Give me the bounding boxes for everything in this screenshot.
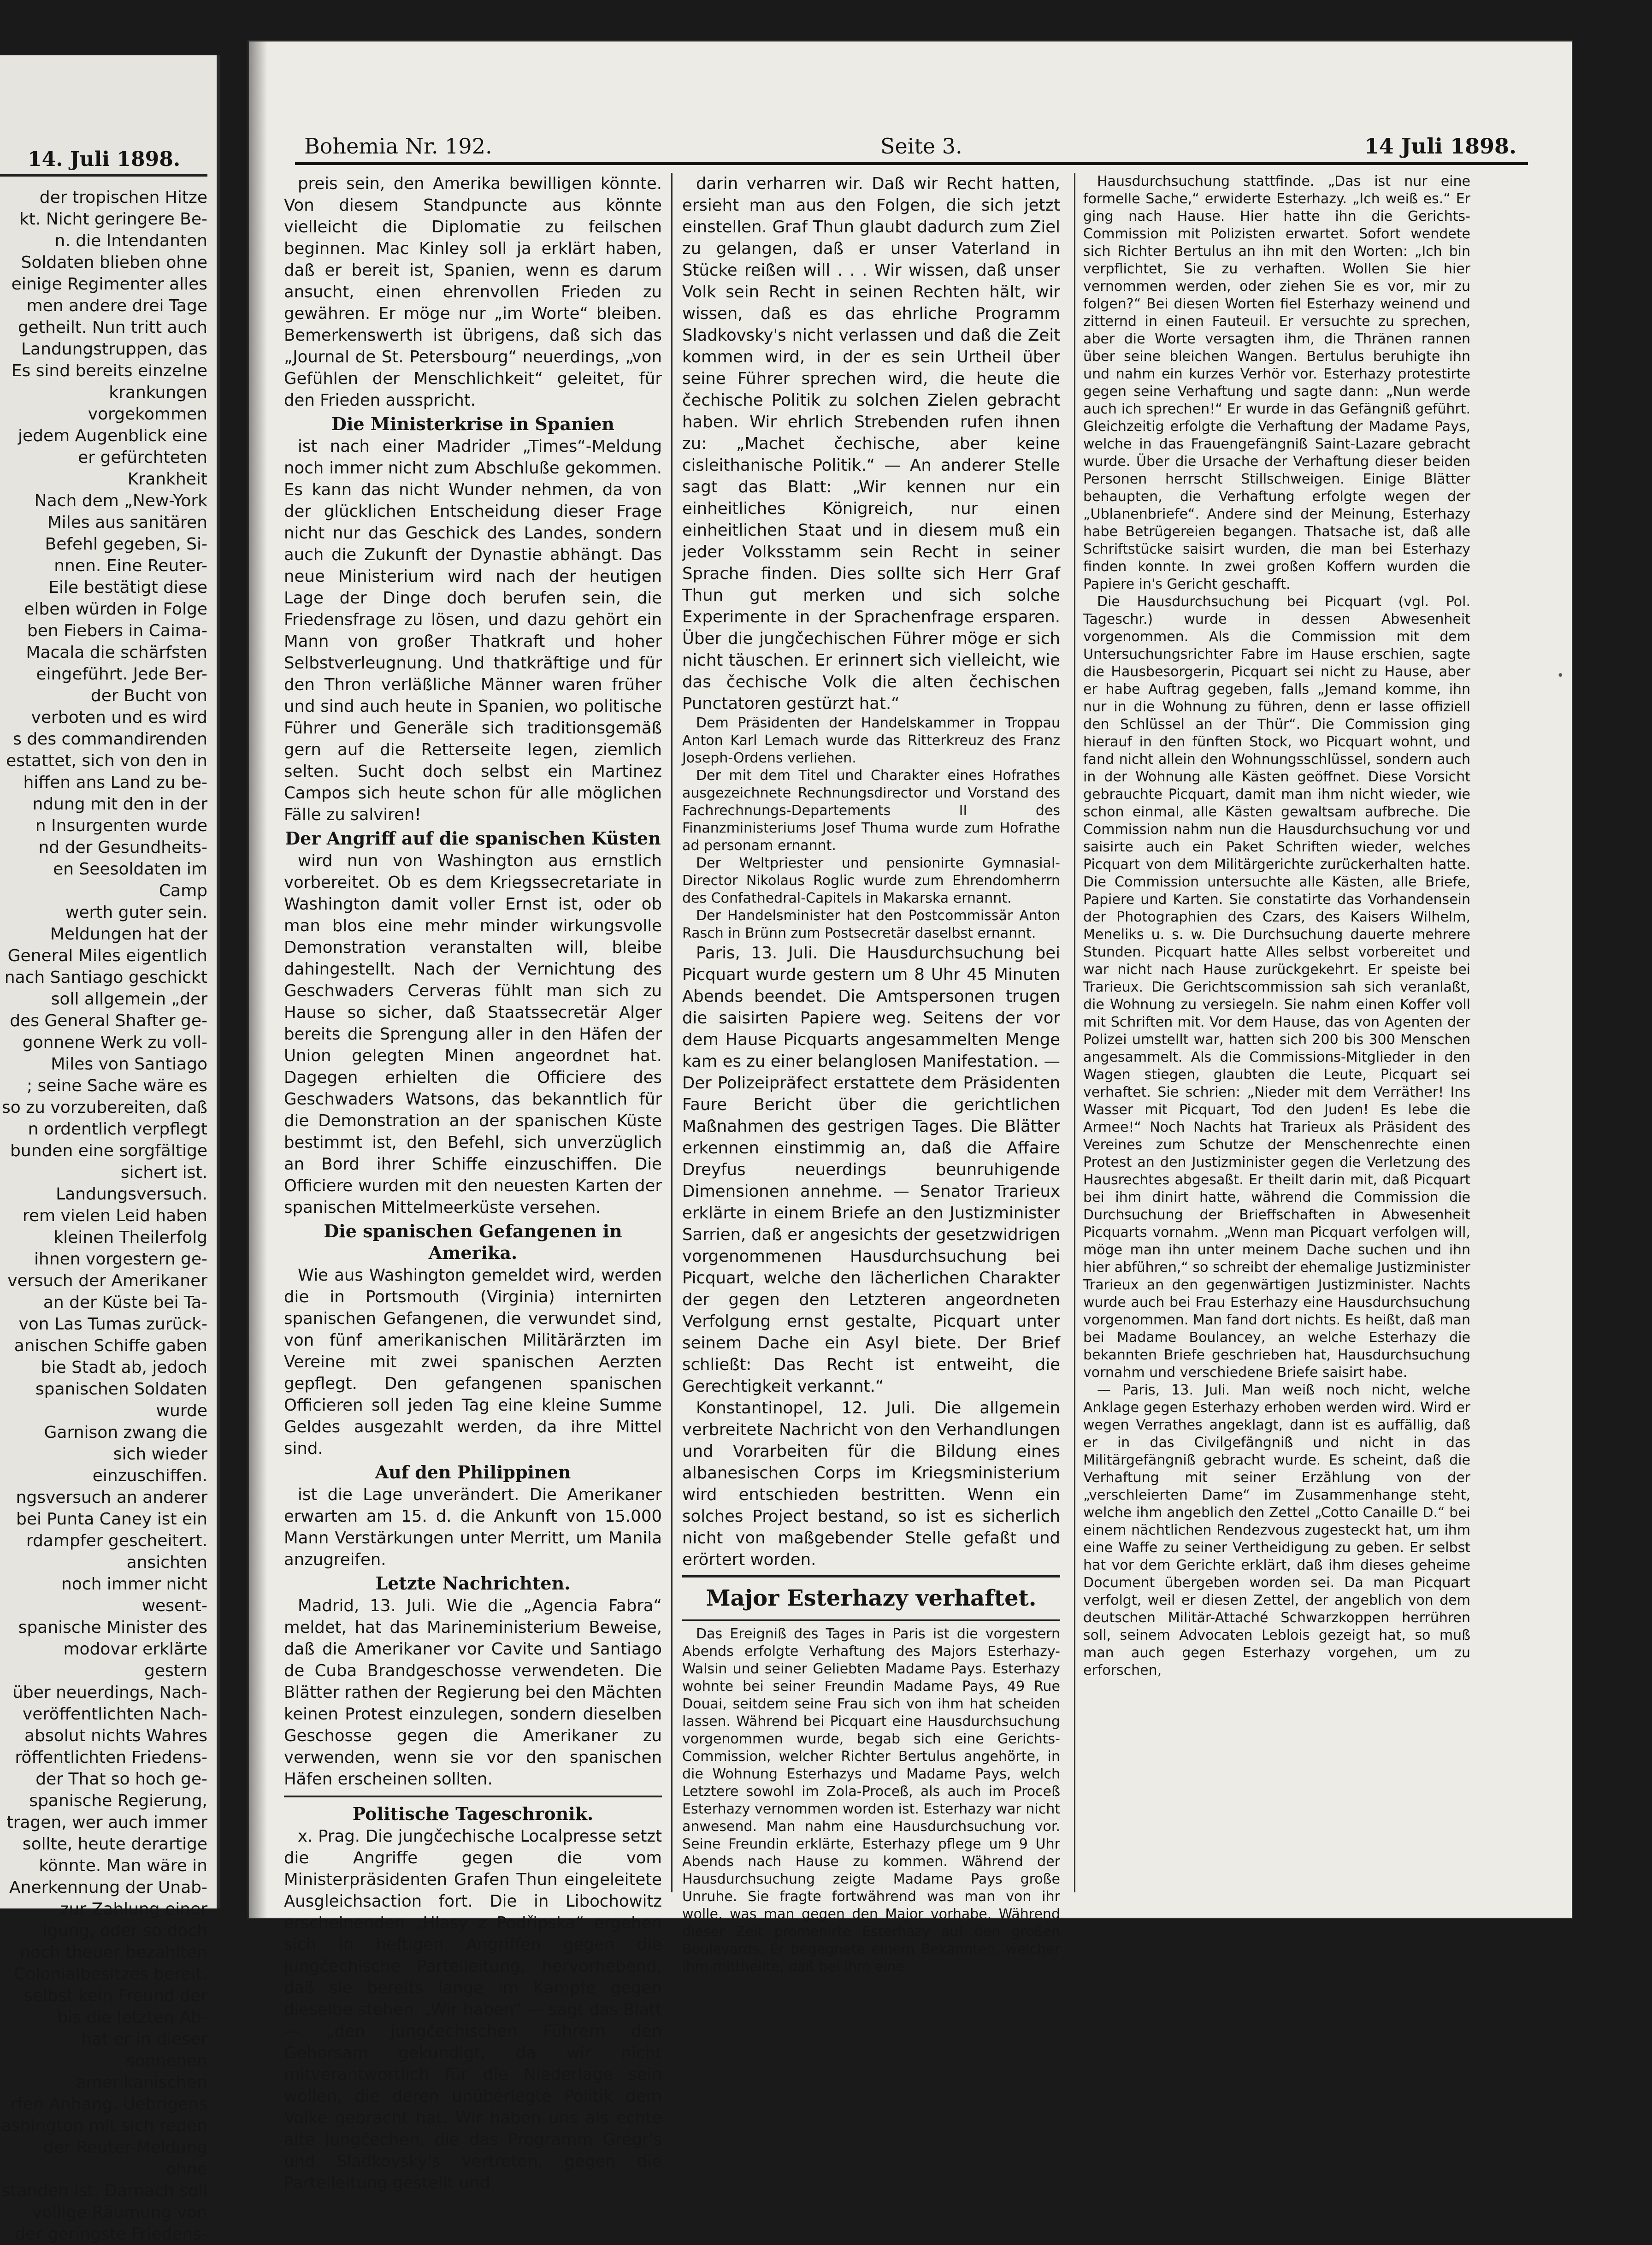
section-heading: Letzte Nachrichten.	[375, 1573, 571, 1594]
previous-page-rule	[0, 174, 207, 177]
news-item: Der Handelsminister hat den Postcommissär Anton Rasch in Brünn zum Postsecretär daselbst ernannt.	[682, 908, 1060, 941]
previous-page-text: der tropischen Hitze kt. Nicht geringere Be- n. die Intendanten Soldaten blieben ohne einige Regimenter alles men andere drei Tage getheilt. Nun tritt auch Landungstruppen, das Es sind bereits einzelne krankungen vorgekommen jedem Augenblick eine er gefürchteten Krankheit Nach dem „New-York Miles aus sanitären Befehl gegeben, Si- nnen. Eine Reuter- Eile bestätigt diese elben würden in Folge ben Fiebers in Caima- Macala die schärfsten eingeführt. Jede Ber- der Bucht von verboten und es wird s des commandirenden estattet, sich von den in hiffen ans Land zu be- ndung mit den in der n Insurgenten wurde nd der Gesundheits- en Seesoldaten im Camp werth guter sein. Meldungen hat der General Miles eigentlich nach Santiago geschickt soll allgemein „der des General Shafter ge- gonnene Werk zu voll- Miles von Santiago ; seine Sache wäre es so zu vorzubereiten, daß n ordentlich verpflegt bunden eine sorgfältige sichert ist. Landungsversuch. rem vielen Leid haben kleinen Theilerfolg ihnen vorgestern ge- versuch der Amerikaner an der Küste bei Ta- von Las Tumas zurück- anischen Schiffe gaben bie Stadt ab, jedoch spanischen Soldaten wurde Garnison zwang die sich wieder einzuschiffen. ngsversuch an anderer bei Punta Caney ist ein rdampfer gescheitert. ansichten noch immer nicht wesent- spanische Minister des modovar erklärte gestern über neuerdings, Nach- veröffentlichten Nach- absolut nichts Wahres röffentlichten Friedens- der That so hoch ge- spanische Regierung, tragen, wer auch immer sollte, heute derartige könnte. Man wäre in Anerkennung der Unab- zur Zahlung einer igung, oder so doch noch theuer bezahlten Colonialbesitzes bereit. selbst kein Freund der bis die letzten Ab- hat er in dieser sonnenen amerikanischen rfen Anhang. Uebrigens ashington mit sich reden der Reuter-Meldung ohne standen ist. Darnach soll vollige Räumung von der geringste Friedens-	[1, 188, 207, 2244]
previous-page-strip	[0, 55, 220, 2244]
article-paragraph: — Paris, 13. Juli. Man weiß noch nicht, welche Anklage gegen Esterhazy erhoben werden wird. Wird er wegen Verrathes angeklagt, dann ist es auffällig, daß er in das Civilgefängniß und nicht in das Militärgefängniß gebracht wurde. Es scheint, daß die Verhaftung mit seiner Erzählung von der „verschleierten Dame“ im Zusammenhange steht, welche ihm angeblich den Zettel „Cotto Canaille D.“ bei einem nächtlichen Rendezvous zugesteckt hat, um ihm eine Waffe zu seiner Vertheidigung zu geben. Er selbst hat vor dem Gerichte erklärt, daß ihm dieses geheime Document übergeben worden sei. Da man Picquart verfolgt, weil er diesen Zettel, der angeblich von dem deutschen Militär-Attaché Schwarzkoppen herrühren soll, seinem Advocaten Leblois gezeigt hat, so muß man auch gegen Esterhazy vorgehen, um zu erforschen,	[1083, 1382, 1470, 1678]
column-divider	[1074, 173, 1075, 1892]
masthead-issue: Bohemia Nr. 192.	[304, 134, 492, 159]
previous-page-date: 14. Juli 1898.	[28, 148, 181, 171]
column-3	[1083, 173, 1470, 1892]
column-divider	[671, 173, 673, 1892]
page-number: Seite 3.	[880, 134, 962, 159]
section-rule	[284, 1796, 662, 1797]
news-item: Der mit dem Titel und Charakter eines Hofrathes ausgezeichnete Rechnungsdirector und Vorstand des Fachrechnungs-Departements II des Finanzministeriums Josef Thuma wurde zum Hofrathe ad personam ernannt.	[682, 768, 1060, 854]
article-paragraph: Das Ereigniß des Tages in Paris ist die vorgestern Abends erfolgte Verhaftung des Majors Esterhazy-Walsin und seiner Geliebten Madame Pays. Esterhazy wohnte bei seiner Freundin Madame Pays, 49 Rue Douai, seitdem seine Frau sich von ihm hat scheiden lassen. Während bei Picquart eine Hausdurchsuchung vorgenommen wurde, begab sich eine Gerichts-Commission, welcher Richter Bertulus angehörte, in die Wohnung Esterhazys und Madame Pays, welch Letztere sowohl im Zola-Proceß, als auch im Proceß Esterhazy vernommen worden ist. Esterhazy war nicht anwesend. Man nahm eine Hausdurchsuchung vor. Seine Freundin erklärte, Esterhazy pflege um 9 Uhr Abends nach Hause zu kommen. Während der Hausdurchsuchung zeigte Madame Pays große Unruhe. Sie fragte fortwährend was man von ihr wolle, was man gegen den Major vorhabe. Während dieser Zeit promenirte Esterhazy auf den großen Boulevards. Er begegnete einem Bekannten, welcher ihm mittheilte, daß bei ihm eine	[682, 1626, 1060, 1975]
article-paragraph: ist nach einer Madrider „Times“-Meldung noch immer nicht zum Abschluße gekommen. Es kann das nicht Wunder nehmen, da von der glücklichen Entscheidung dieser Frage nicht nur das Geschick des Landes, sondern auch die Zukunft der Dynastie abhängt. Das neue Ministerium wird nach der heutigen Lage der Dinge doch berufen sein, die Friedensfrage zu lösen, und dazu gehört ein Mann von großer Thatkraft und hoher Selbstverleugnung. Und thatkräftige und für den Thron verläßliche Männer waren früher und sind auch heute in Spanien, wo politische Führer und Generäle sich traditionsgemäß gern auf die Retterseite legen, ziemlich selten. Sucht doch selbst ein Martinez Campos sich heute schon für alle möglichen Fälle zu salviren!	[284, 437, 662, 824]
section-heading: Auf den Philippinen	[375, 1462, 571, 1483]
section-heading: Die Ministerkrise in Spanien	[331, 414, 614, 434]
newspaper-page	[249, 41, 1572, 2192]
page-header	[304, 134, 1516, 166]
news-item: Der Weltpriester und pensionirte Gymnasial-Director Nikolaus Roglic wurde zum Ehrendomherrn des Confathedral-Capitels in Makarska ernannt.	[682, 855, 1060, 906]
column-1	[284, 173, 662, 2192]
binding-mark: ·	[1556, 659, 1565, 691]
article-paragraph: wird nun von Washington aus ernstlich vorbereitet. Ob es dem Kriegssecretariate in Washington damit voller Ernst ist, oder ob man blos eine mehr minder wirkungsvolle Demonstration veranstalten will, bleibe dahingestellt. Nach der Vernichtung des Geschwaders Cerveras fühlt man sich zu Hause so sicher, daß Staatssecretär Alger bereits die Sprengung aller in den Häfen der Union gelegten Minen angeordnet hat. Dagegen erhielten die Officiere des Geschwaders Watsons, das bekanntlich für die Demonstration an der spanischen Küste bestimmt ist, den Befehl, sich unverzüglich an Bord ihrer Schiffe einzuschiffen. Die Officiere wurden mit den neuesten Karten der spanischen Mittelmeerküste versehen.	[284, 851, 662, 1217]
article-paragraph: Die Hausdurchsuchung bei Picquart (vgl. Pol. Tageschr.) wurde in dessen Abwesenheit vorgenommen. Als die Commission mit dem Untersuchungsrichter Fabre im Hause erschien, sagte die Hausbesorgerin, Picquart sei nicht zu Hause, aber er habe Auftrag gegeben, falls „Jemand komme, ihn nur in die Wohnung zu führen, denn er lasse offiziell den Schlüssel an der Thür“. Die Commission ging hierauf in den fünften Stock, wo Picquart wohnt, und fand nicht allein den Wohnungsschlüssel, sondern auch in der Wohnung alle Kästen geöffnet. Diese Vorsicht gebrauchte Picquart, damit man ihm nicht wieder, wie schon einmal, alle Kästen gewaltsam aufbreche. Die Commission nahm nun die Hausdurchsuchung vor und saisirte auch ein Paket Schriften wieder, welches Picquart von dem Militärgerichte zurückerhalten hatte. Die Commission untersuchte alle Kästen, alle Briefe, Papiere und Karten. Sie constatirte das Vorhandensein der Photographien des Czars, des Kaisers Wilhelm, Meneliks u. s. w. Die Durchsuchung dauerte mehrere Stunden. Picquart hatte Alles selbst vorbereitet und war nicht nach Hause zurückgekehrt. Er speiste bei Trarieux. Die Gerichtscommission sah sich veranlaßt, die Wohnung zu versiegeln. Sie nahm einen Koffer voll mit Schriften mit. Vor dem Hause, das von Agenten der Polizei umstellt war, hatten sich 200 bis 300 Menschen angesammelt. Als die Commissions-Mitglieder in den Wagen stiegen, glaubten die Leute, Picquart sei verhaftet. Sie schrien: „Nieder mit dem Verräther! Ins Wasser mit Picquart, Tod den Juden! Es lebe die Armee!“ Noch Nachts hat Trarieux als Präsident des Vereines zum Schutze der Menschenrechte einen Protest an den Justizminister gegen die Verletzung des Hausrechtes abgesaßt. Er theilt darin mit, daß Picquart bei ihm dinirt hatte, während die Commission die Durchsuchung der Brieffschaften in Abwesenheit Picquarts vornahm. „Wenn man Picquart verfolgen will, möge man ihn unter meinem Dache suchen und ihn hier abführen,“ so schreibt der ehemalige Justizminister Trarieux an den gegenwärtigen Justizminister. Nachts wurde auch bei Frau Esterhazy eine Hausdurchsuchung vorgenommen. Man fand dort nichts. Es heißt, daß man bei Madame Boulancey, an welche Esterhazy die bekannten Briefe geschrieben hat, Hausdurchsuchung vornahm und verschiedene Briefe saisirt habe.	[1083, 594, 1470, 1381]
article-paragraph: preis sein, den Amerika bewilligen könnte. Von diesem Standpuncte aus könnte vielleicht die Diplomatie zu feilschen beginnen. Mac Kinley soll ja erklärt haben, daß er bereit ist, Spanien, wenn es darum ansucht, einen ehrenvollen Frieden zu gewähren. Er möge nur „im Worte“ bleiben. Bemerkenswerth ist übrigens, daß sich das „Journal de St. Petersbourg“ neuerdings, „von Gefühlen der Menschlichkeit“ geleitet, für den Frieden ausspricht.	[284, 174, 662, 410]
gutter-shadow	[249, 41, 267, 1918]
column-2	[682, 173, 1060, 1975]
article-paragraph: x. Prag. Die jungčechische Localpresse setzt die Angriffe gegen die vom Ministerpräsidenten Grafen Thun eingeleitete Ausgleichsaction fort. Die in Libochowitz erscheinenden „Hlasy z Podřipska“ ergehen sich in heftigen Angriffen gegen die jungčechische Parteileitung, hervorhebend, daß sie bereits lange im Kampfe gegen dieselbe stehen. „Wir haben“ — sagt das Blatt — „den jungčechischen Führern den Gehorsam gekündigt, da wir nicht mitverantwortlich für die Niederlage sein wollen, die deren unüberlegte Politik dem Volke gebracht hat. Wir haben uns als echte alte Jungčechen, die das Programm Grégr's und Sladkovsky's vertreten, gegen die Parteileitung gestellt und	[284, 1827, 662, 2192]
article-paragraph: Wie aus Washington gemeldet wird, werden die in Portsmouth (Virginia) internirten spanischen Gefangenen, die verwundet sind, von fünf amerikanischen Militärärzten im Vereine mit zwei spanischen Aerzten gepflegt. Den gefangenen spanischen Officieren soll jeden Tag eine kleine Summe Geldes ausgezahlt werden, da ihre Mittel sind.	[284, 1266, 662, 1458]
article-paragraph: Paris, 13. Juli. Die Hausdurchsuchung bei Picquart wurde gestern um 8 Uhr 45 Minuten Abends beendet. Die Amtspersonen trugen die saisirten Papiere weg. Seitens der vor dem Hause Picquarts angesammelten Menge kam es zu einer belanglosen Manifestation. — Der Polizeipräfect erstattete dem Präsidenten Faure Bericht über die gerichtlichen Maßnahmen des gestrigen Tages. Die Blätter erkennen einstimmig an, daß die Affaire Dreyfus neuerdings beunruhigende Dimensionen annehme. — Senator Trarieux erklärte in einem Briefe an den Justizminister Sarrien, daß er angesichts der gesetzwidrigen vorgenommenen Hausdurchsuchung bei Picquart, welche den lächerlichen Charakter der gegen den Letzteren angeordneten Verfolgung ernst gestalte, Picquart unter seinem Dache ein Asyl biete. Der Brief schließt: Das Recht ist entweiht, die Gerechtigkeit verkannt.“	[682, 944, 1060, 1396]
article-paragraph: ist die Lage unverändert. Die Amerikaner erwarten am 15. d. die Ankunft von 15.000 Mann Verstärkungen unter Merritt, um Manila anzugreifen.	[284, 1485, 662, 1569]
header-rule	[295, 162, 1528, 165]
section-heading: Die spanischen Gefangenen in Amerika.	[324, 1221, 622, 1263]
issue-date: 14 Juli 1898.	[1364, 134, 1516, 159]
article-paragraph: Konstantinopel, 12. Juli. Die allgemein verbreitete Nachricht von den Verhandlungen und Vorarbeiten für die Bildung eines albanesischen Corps im Kriegsministerium wird entschieden bestritten. Wenn ein solches Project bestand, so ist es sicherlich nicht von maßgebender Stelle gefaßt und erörtert worden.	[682, 1399, 1060, 1569]
article-paragraph: Madrid, 13. Juli. Wie die „Agencia Fabra“ meldet, hat das Marineministerium Beweise, daß die Amerikaner vor Cavite und Santiago de Cuba Brandgeschosse verwendeten. Die Blätter rathen der Regierung bei den Mächten keinen Protest einzulegen, sondern dieselben Geschosse gegen die Amerikaner zu verwenden, wenn sie vor den spanischen Häfen erscheinen sollten.	[284, 1596, 662, 1789]
article-paragraph: Hausdurchsuchung stattfinde. „Das ist nur eine formelle Sache,“ erwiderte Esterhazy. „Ich weiß es.“ Er ging nach Hause. Hier hatte ihn die Gerichts-Commission mit Polizisten erwartet. Sofort wendete sich Richter Bertulus an ihn mit den Worten: „Ich bin verpflichtet, Sie zu verhaften. Wollen Sie hier vernommen werden, oder ziehen Sie es vor, mir zu folgen?“ Bei diesen Worten fiel Esterhazy weinend und zitternd in einen Fauteuil. Er versuchte zu sprechen, aber die Worte versagten ihm, die Thränen rannen über seine bleichen Wangen. Bertulus beruhigte ihn und nahm ein kurzes Verhör vor. Esterhazy protestirte gegen seine Verhaftung und sagte dann: „Nun werde auch ich sprechen!“ Er wurde in das Gefängniß geführt. Gleichzeitig erfolgte die Verhaftung der Madame Pays, welche in das Frauengefängniß Saint-Lazare gebracht wurde. Über die Ursache der Verhaftung dieser beiden Personen herrscht Stillschweigen. Einige Blätter behaupten, die Verhaftung erfolgte wegen der „Ublanenbriefe“. Andere sind der Meinung, Esterhazy habe Betrügereien begangen. Thatsache ist, daß alle Schriftstücke saisirt wurden, die man bei Esterhazy finden konnte. In zwei großen Koffern wurden die Papiere in's Gericht geschafft.	[1083, 173, 1470, 592]
article-headline: Major Esterhazy verhaftet.	[682, 1575, 1060, 1621]
section-heading: Der Angriff auf die spanischen Küsten	[285, 828, 661, 849]
article-paragraph: darin verharren wir. Daß wir Recht hatten, ersieht man aus den Folgen, die sich jetzt einstellen. Graf Thun glaubt dadurch zum Ziel zu gelangen, daß er unser Vaterland in Stücke reißen will . . . Wir wissen, daß unser Volk sein Recht in seinen Rechten hält, wir wissen, daß es das ehrliche Programm Sladkovsky's nicht verlassen und daß die Zeit kommen wird, in der es sein Urtheil über seine Führer sprechen wird, die heute die čechische Politik zu solchen Zielen gebracht haben. Wir ehrlich Strebenden rufen ihnen zu: „Machet čechische, aber keine cisleithanische Politik.“ — An anderer Stelle sagt das Blatt: „Wir kennen nur ein einheitliches Königreich, nur einen einheitlichen Staat und in diesem muß ein jeder Volksstamm sein Recht in seiner Sprache finden. Dies sollte sich Herr Graf Thun gut merken und sich solche Experimente in der Sprachenfrage ersparen. Über die jungčechischen Führer möge er sich nicht täuschen. Er erinnert sich vielleicht, wie das čechische Volk die alten čechischen Punctatoren gestürzt hat.“	[682, 174, 1060, 713]
section-heading: Politische Tageschronik.	[352, 1803, 594, 1824]
news-item: Dem Präsidenten der Handelskammer in Troppau Anton Karl Lemach wurde das Ritterkreuz des Franz Joseph-Ordens verliehen.	[682, 715, 1060, 766]
